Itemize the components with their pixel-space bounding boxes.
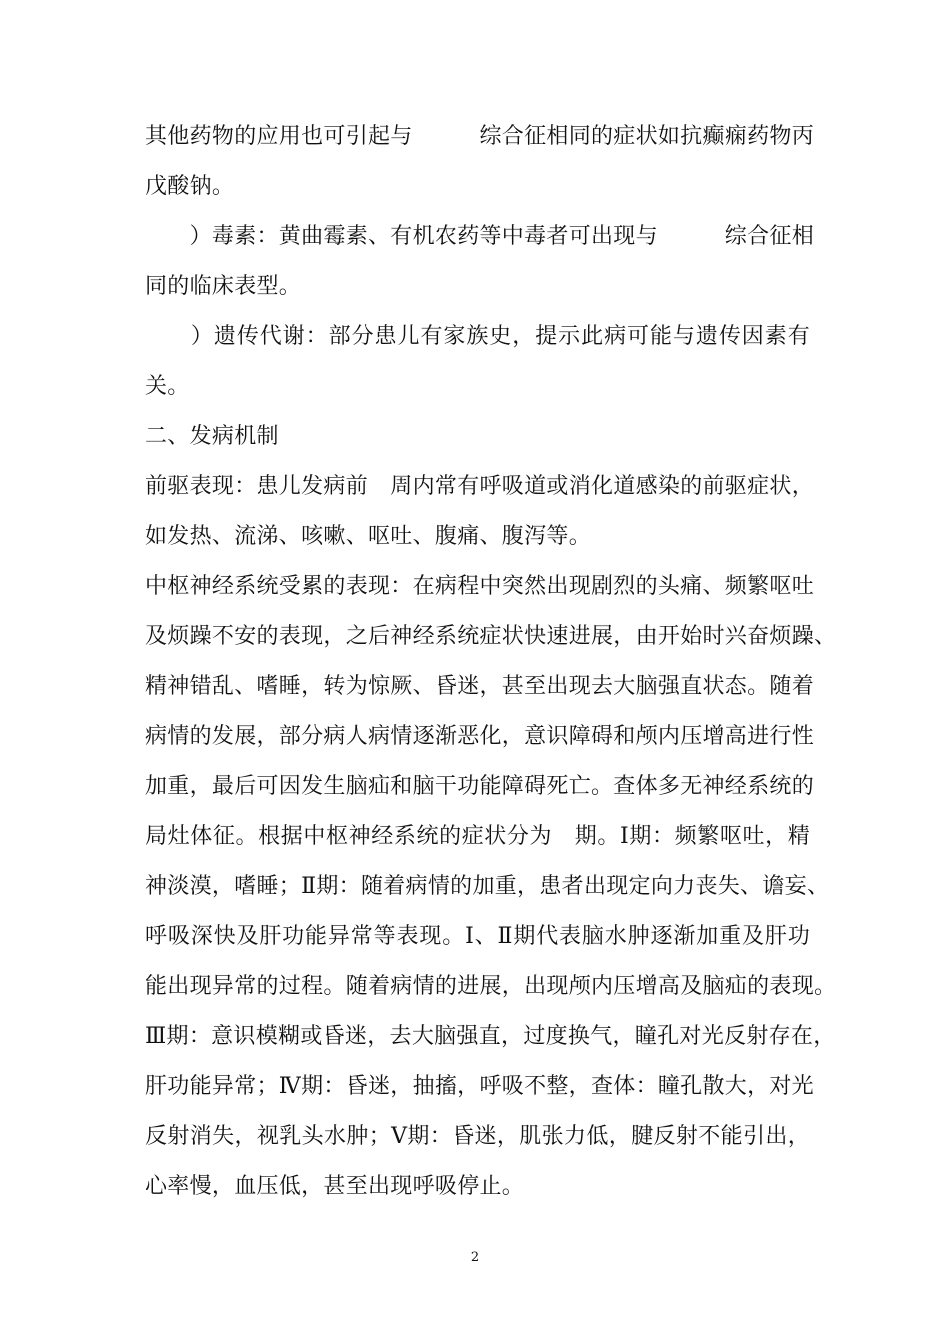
text-line: 反射消失，视乳头水肿；Ⅴ期：昏迷，肌张力低，腱反射不能引出， — [145, 1124, 810, 1149]
text-line: 局灶体征。根据中枢神经系统的症状分为 期。Ⅰ期：频繁呕吐，精 — [145, 824, 810, 849]
text-line: ）毒素：黄曲霉素、有机农药等中毒者可出现与 综合征相 — [145, 224, 815, 249]
page-number: 2 — [470, 1250, 480, 1265]
text-line: 加重，最后可因发生脑疝和脑干功能障碍死亡。查体多无神经系统的 — [145, 774, 815, 799]
text-line: 前驱表现：患儿发病前 周内常有呼吸道或消化道感染的前驱症状， — [145, 474, 815, 499]
text-line: 能出现异常的过程。随着病情的进展，出现颅内压增高及脑疝的表现。 — [145, 974, 837, 999]
text-line: 病情的发展，部分病人病情逐渐恶化，意识障碍和颅内压增高进行性 — [145, 724, 815, 749]
text-line: 肝功能异常；Ⅳ期：昏迷，抽搐，呼吸不整，查体：瞳孔散大，对光 — [145, 1074, 814, 1099]
text-line: 如发热、流涕、咳嗽、呕吐、腹痛、腹泻等。 — [145, 524, 592, 549]
text-line: 心率慢，血压低，甚至出现呼吸停止。 — [145, 1174, 525, 1199]
text-line: 同的临床表型。 — [145, 274, 302, 299]
text-line: Ⅲ期：意识模糊或昏迷，去大脑强直，过度换气，瞳孔对光反射存在， — [145, 1024, 836, 1049]
text-line: ）遗传代谢：部分患儿有家族史，提示此病可能与遗传因素有 — [145, 324, 810, 349]
text-line: 及烦躁不安的表现，之后神经系统症状快速进展，由开始时兴奋烦躁、 — [145, 624, 837, 649]
text-line: 神淡漠，嗜睡；Ⅱ期：随着病情的加重，患者出现定向力丧失、谵妄、 — [145, 874, 830, 899]
text-line: 其他药物的应用也可引起与 综合征相同的症状如抗癫痫药物丙 — [145, 124, 815, 149]
text-line: 精神错乱、嗜睡，转为惊厥、昏迷，甚至出现去大脑强直状态。随着 — [145, 674, 815, 699]
text-line: 中枢神经系统受累的表现：在病程中突然出现剧烈的头痛、频繁呕吐 — [145, 574, 815, 599]
text-line: 戊酸钠。 — [145, 174, 235, 199]
text-line: 呼吸深快及肝功能异常等表现。Ⅰ、Ⅱ期代表脑水肿逐渐加重及肝功 — [145, 924, 810, 949]
section-heading: 二、发病机制 — [145, 424, 279, 449]
text-line: 关。 — [145, 374, 190, 399]
